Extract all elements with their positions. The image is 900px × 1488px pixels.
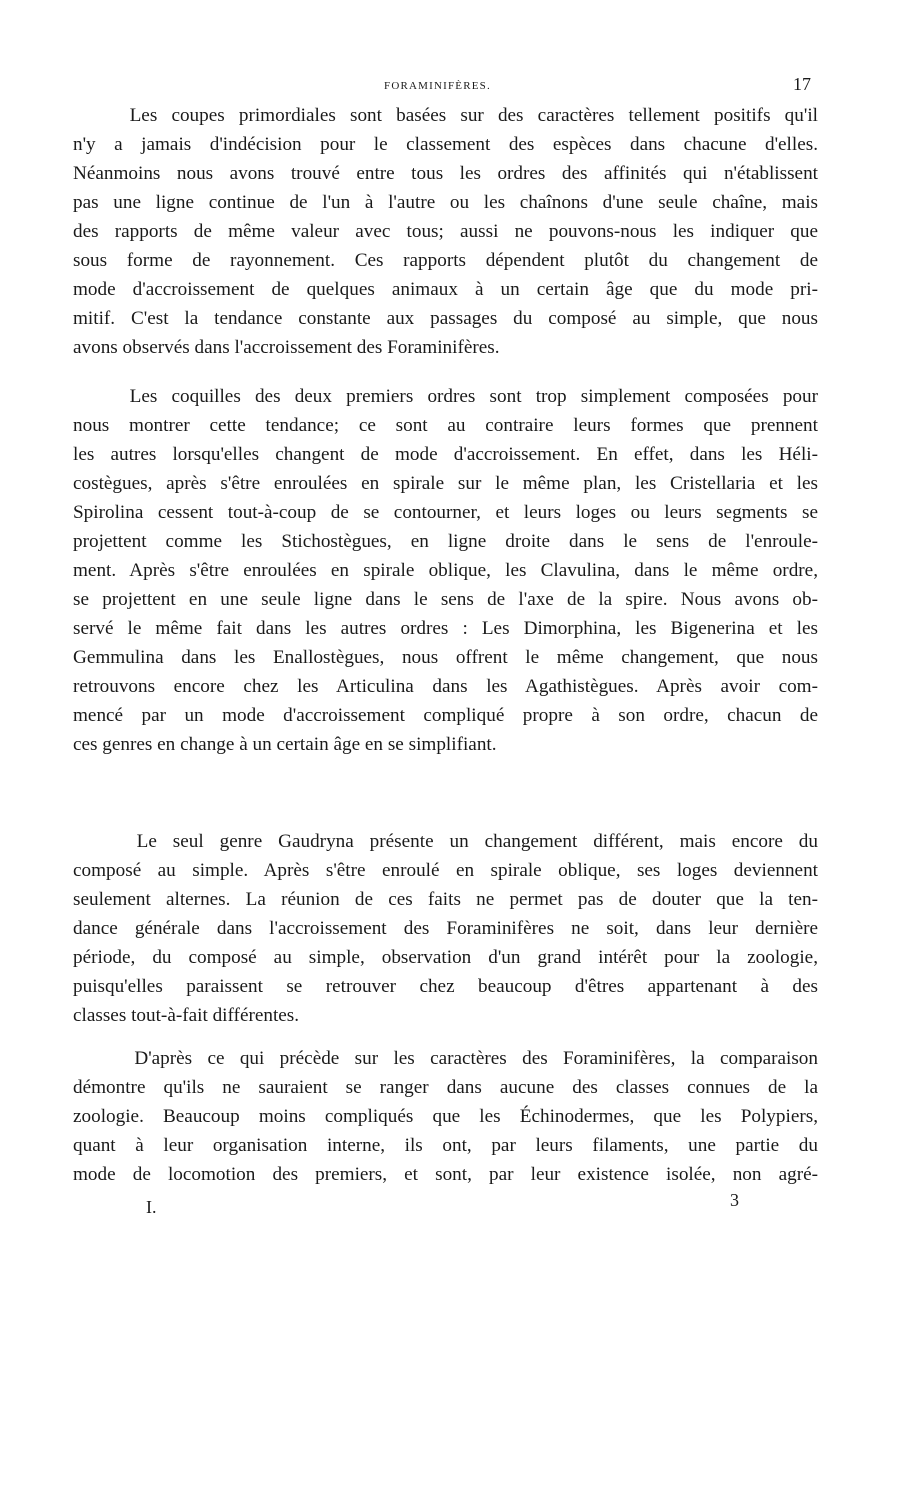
text-line: des rapports de même valeur avec tous; aussi ne pouvons-nous les indiquer que (73, 221, 818, 242)
text-line: puisqu'elles paraissent se retrouver chez beaucoup d'êtres appartenant à des (73, 976, 818, 997)
text-line: mode de locomotion des premiers, et sont, par leur existence isolée, non agré- (73, 1164, 818, 1185)
text-line: costègues, après s'être enroulées en spirale sur le même plan, les Cristellaria et les (73, 473, 818, 494)
text-line: Les coquilles des deux premiers ordres sont trop simplement composées pour (73, 386, 818, 407)
paragraph-2 (73, 382, 818, 759)
page-number: 17 (793, 74, 811, 94)
text-line: classes tout-à-fait différentes. (73, 1005, 300, 1026)
signature-number: 3 (730, 1190, 739, 1210)
text-line: avons observés dans l'accroissement des Foraminifères. (73, 337, 500, 358)
text-line: dance générale dans l'accroissement des Foraminifères ne soit, dans leur dernière (73, 918, 818, 939)
text-line: ment. Après s'être enroulées en spirale oblique, les Clavulina, dans le même ordre, (73, 560, 818, 581)
text-line: servé le même fait dans les autres ordres : Les Dimorphina, les Bigenerina et les (73, 618, 818, 639)
paragraph-4 (73, 1044, 818, 1189)
text-line: mitif. C'est la tendance constante aux passages du composé au simple, que nous (73, 308, 818, 329)
text-line: sous forme de rayonnement. Ces rapports dépendent plutôt du changement de (73, 250, 818, 271)
paragraph-3 (73, 827, 818, 1030)
running-head: FORAMINIFÈRES. (384, 80, 491, 92)
text-line: se projettent en une seule ligne dans le sens de l'axe de la spire. Nous avons ob- (73, 589, 818, 610)
paragraph-1 (73, 101, 818, 362)
text-line: quant à leur organisation interne, ils ont, par leurs filaments, une partie du (73, 1135, 818, 1156)
text-line: n'y a jamais d'indécision pour le classement des espèces dans chacune d'elles. (73, 134, 818, 155)
text-line: composé au simple. Après s'être enroulé en spirale oblique, ses loges deviennent (73, 860, 818, 881)
signature-mark: I. (146, 1197, 157, 1217)
text-line: Gemmulina dans les Enallostègues, nous offrent le même changement, que nous (73, 647, 818, 668)
text-line: mencé par un mode d'accroissement compliqué propre à son ordre, chacun de (73, 705, 818, 726)
text-line: seulement alternes. La réunion de ces faits ne permet pas de douter que la ten- (73, 889, 818, 910)
text-line: retrouvons encore chez les Articulina dans les Agathistègues. Après avoir com- (73, 676, 818, 697)
text-line: période, du composé au simple, observation d'un grand intérêt pour la zoologie, (73, 947, 818, 968)
text-line: projettent comme les Stichostègues, en ligne droite dans le sens de l'enroule- (73, 531, 818, 552)
text-line: zoologie. Beaucoup moins compliqués que les Échinodermes, que les Polypiers, (73, 1106, 818, 1127)
text-line: nous montrer cette tendance; ce sont au contraire leurs formes que prennent (73, 415, 818, 436)
text-line: mode d'accroissement de quelques animaux à un certain âge que du mode pri- (73, 279, 818, 300)
text-line: les autres lorsqu'elles changent de mode d'accroissement. En effet, dans les Héli- (73, 444, 818, 465)
text-line: Spirolina cessent tout-à-coup de se contourner, et leurs loges ou leurs segments se (73, 502, 818, 523)
text-line: pas une ligne continue de l'un à l'autre ou les chaînons d'une seule chaîne, mais (73, 192, 818, 213)
text-line: Néanmoins nous avons trouvé entre tous les ordres des affinités qui n'établissent (73, 163, 818, 184)
text-line: D'après ce qui précède sur les caractères des Foraminifères, la comparaison (73, 1048, 818, 1069)
text-line: Les coupes primordiales sont basées sur des caractères tellement positifs qu'il (73, 105, 818, 126)
text-line: Le seul genre Gaudryna présente un changement différent, mais encore du (73, 831, 818, 852)
text-line: démontre qu'ils ne sauraient se ranger dans aucune des classes connues de la (73, 1077, 818, 1098)
text-line: ces genres en change à un certain âge en se simplifiant. (73, 734, 497, 755)
